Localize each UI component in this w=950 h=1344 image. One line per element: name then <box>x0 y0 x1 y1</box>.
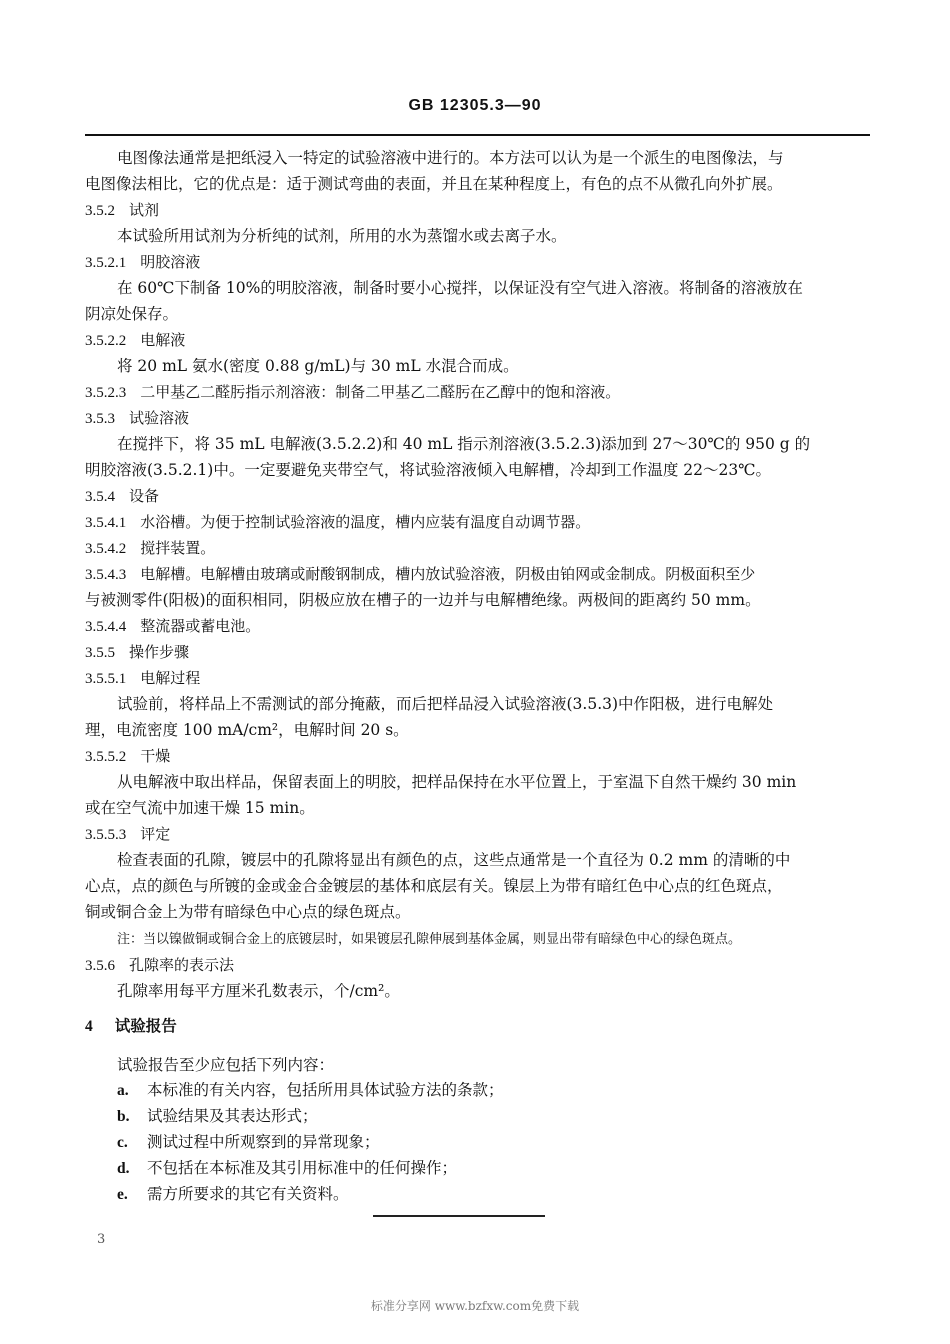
section-number: 3.5.2.2 <box>85 333 127 349</box>
section-number: 3.5.5.2 <box>85 749 127 765</box>
section-title: 孔隙率的表示法 <box>129 956 235 974</box>
section-number: 3.5.4.3 <box>85 567 127 583</box>
paragraph-continuation: 明胶溶液(3.5.2.1)中。一定要避免夹带空气，将试验溶液倾入电解槽，冷却到工作温度 22～23℃。 <box>85 461 772 479</box>
list-item: b. 试验结果及其表达形式； <box>117 1107 318 1125</box>
section-heading <box>85 642 189 663</box>
list-item: d. 不包括在本标准及其引用标准中的任何操作； <box>117 1159 458 1177</box>
chapter-4-heading <box>85 1016 177 1037</box>
section-number: 3.5.4.1 <box>85 515 127 531</box>
paragraph-line: 试验前，将样品上不需测试的部分掩蔽，而后把样品浸入试验溶液(3.5.3)中作阳极，进行电解处 <box>117 695 774 713</box>
section-title: 试剂 <box>129 201 160 219</box>
section-heading <box>85 668 200 689</box>
section-number: 3.5.2 <box>85 203 115 219</box>
section-heading <box>85 252 200 273</box>
section-heading <box>85 330 185 351</box>
end-rule <box>373 1215 545 1217</box>
page-number: 3 <box>97 1232 106 1247</box>
paragraph-continuation: 理，电流密度 100 mA/cm²，电解时间 20 s。 <box>85 721 409 739</box>
section-title: 设备 <box>129 487 160 505</box>
chapter-4-intro: 试验报告至少应包括下列内容： <box>117 1056 335 1074</box>
section-title: 操作步骤 <box>129 643 190 661</box>
section-number: 3.5.3 <box>85 411 115 427</box>
section-title: 试验溶液 <box>129 409 190 427</box>
section-heading <box>85 746 170 767</box>
watermark: 标准分享网 www.bzfxw.com免费下载 <box>370 1299 580 1313</box>
section-heading <box>85 955 234 976</box>
paragraph-line: 在搅拌下，将 35 mL 电解液(3.5.2.2)和 40 mL 指示剂溶液(3.5.2.3)添加到 27～30℃的 950 g 的 <box>117 435 811 453</box>
section-heading <box>85 564 755 585</box>
section-title: 评定 <box>140 825 171 843</box>
section-number: 3.5.4.2 <box>85 541 127 557</box>
section-title: 电解槽。电解槽由玻璃或耐酸钢制成，槽内放试验溶液，阴极由铂网或金制成。阴极面积至少 <box>140 565 756 583</box>
section-number: 3.5.2.1 <box>85 255 127 271</box>
section-heading <box>85 512 590 533</box>
section-heading <box>85 538 215 559</box>
paragraph-line: 检查表面的孔隙，镀层中的孔隙将显出有颜色的点，这些点通常是一个直径为 0.2 mm 的清晰的中 <box>117 851 791 869</box>
paragraph-continuation: 阴凉处保存。 <box>85 305 179 323</box>
section-number: 3.5.5.3 <box>85 827 127 843</box>
section-number: 3.5.2.3 <box>85 385 127 401</box>
list-item: e. 需方所要求的其它有关资料。 <box>117 1185 349 1203</box>
section-title: 搅拌装置。 <box>140 539 216 557</box>
section-title: 干燥 <box>140 747 171 765</box>
section-heading <box>85 616 260 637</box>
paragraph-continuation: 电图像法相比，它的优点是：适于测试弯曲的表面，并且在某种程度上，有色的点不从微孔向外扩展。 <box>85 175 783 193</box>
section-heading <box>85 382 620 403</box>
list-item: a. 本标准的有关内容，包括所用具体试验方法的条款； <box>117 1081 504 1099</box>
section-title: 整流器或蓄电池。 <box>140 617 261 635</box>
paragraph-line: 在 60℃下制备 10%的明胶溶液，制备时要小心搅拌，以保证没有空气进入溶液。将制备的溶液放在 <box>117 279 803 297</box>
section-number: 3.5.5.1 <box>85 671 127 687</box>
chapter-number: 4 <box>85 1018 93 1035</box>
standard-code-header: GB 12305.3—90 <box>408 97 542 114</box>
paragraph-line: 本试验所用试剂为分析纯的试剂，所用的水为蒸馏水或去离子水。 <box>117 227 567 245</box>
paragraph-continuation: 铜或铜合金上为带有暗绿色中心点的绿色斑点。 <box>85 903 411 921</box>
section-title: 水浴槽。为便于控制试验溶液的温度，槽内应装有温度自动调节器。 <box>140 513 591 531</box>
note-line: 注：当以镍做铜或铜合金上的底镀层时，如果镀层孔隙伸展到基体金属，则显出带有暗绿色中心的绿色斑点。 <box>117 932 742 947</box>
list-item: c. 测试过程中所观察到的异常现象； <box>117 1133 380 1151</box>
paragraph-line: 孔隙率用每平方厘米孔数表示，个/cm²。 <box>117 982 400 1000</box>
section-heading <box>85 824 170 845</box>
section-title: 二甲基乙二醛肟指示剂溶液：制备二甲基乙二醛肟在乙醇中的饱和溶液。 <box>140 383 621 401</box>
section-title: 明胶溶液 <box>140 253 201 271</box>
section-heading <box>85 200 159 221</box>
section-number: 3.5.6 <box>85 958 115 974</box>
section-number: 3.5.5 <box>85 645 115 661</box>
section-heading <box>85 408 189 429</box>
paragraph-continuation: 或在空气流中加速干燥 15 min。 <box>85 799 315 817</box>
chapter-title: 试验报告 <box>114 1016 177 1035</box>
section-title: 电解过程 <box>140 669 201 687</box>
paragraph-line: 将 20 mL 氨水(密度 0.88 g/mL)与 30 mL 水混合而成。 <box>117 357 519 375</box>
header-rule <box>85 134 870 136</box>
paragraph-continuation: 心点，点的颜色与所镀的金或金合金镀层的基体和底层有关。镍层上为带有暗红色中心点的红色斑点， <box>85 877 783 895</box>
section-title: 电解液 <box>140 331 186 349</box>
section-number: 3.5.4 <box>85 489 115 505</box>
paragraph-line: 电图像法通常是把纸浸入一特定的试验溶液中进行的。本方法可以认为是一个派生的电图像法，与 <box>117 149 784 167</box>
section-heading <box>85 486 159 507</box>
section-number: 3.5.4.4 <box>85 619 127 635</box>
paragraph-line: 从电解液中取出样品，保留表面上的明胶，把样品保持在水平位置上，于室温下自然干燥约 30 min <box>117 773 797 791</box>
paragraph-continuation: 与被测零件(阳极)的面积相同，阴极应放在槽子的一边并与电解槽绝缘。两极间的距离约 50 mm。 <box>85 591 761 609</box>
